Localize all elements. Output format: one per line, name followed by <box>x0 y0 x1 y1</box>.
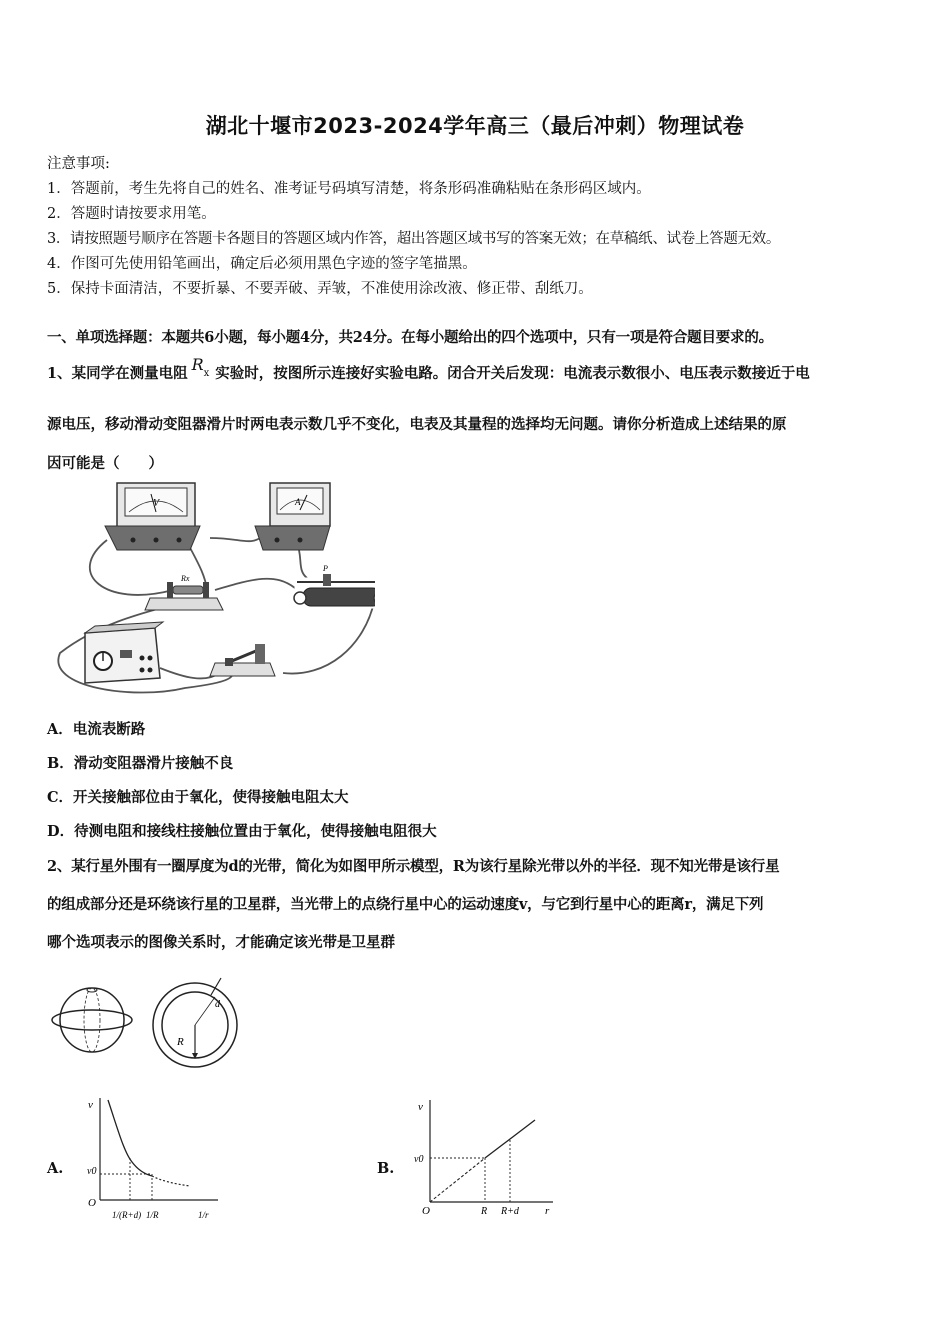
v0-label: v0 <box>414 1154 424 1165</box>
resistor-label: Rx <box>181 574 190 583</box>
q2-option-a-label: A. <box>47 1160 64 1177</box>
ammeter-label: A <box>295 497 301 507</box>
x-tick-label: R+d <box>501 1206 519 1217</box>
q1-line3: 因可能是（ ） <box>47 455 163 472</box>
q1-line1-pre: 1、某同学在测量电阻 <box>47 365 188 382</box>
voltmeter-label: V <box>153 498 160 509</box>
section-heading: 一、单项选择题：本题共6小题，每小题4分，共24分。在每小题给出的四个选项中，只有一项是符合题目要求的。 <box>47 329 773 346</box>
question-1-text <box>47 355 810 383</box>
q1-option-b: B．滑动变阻器滑片接触不良 <box>47 755 234 772</box>
graph-option-b <box>405 1092 560 1222</box>
graph-option-a <box>80 1090 230 1225</box>
notice-item: 4．作图可先使用铅笔画出，确定后必须用黑色字迹的签字笔描黑。 <box>47 256 477 272</box>
planet-figure <box>45 975 245 1070</box>
planet-3d <box>52 988 132 1052</box>
q1-option-c: C．开关接触部位由于氧化，使得接触电阻太大 <box>47 789 349 806</box>
resistor-symbol: R <box>191 355 204 374</box>
notice-heading: 注意事项: <box>47 156 110 172</box>
voltmeter <box>105 483 200 550</box>
origin-label: O <box>422 1205 430 1217</box>
planet-cross-section <box>153 978 237 1067</box>
circuit-figure <box>45 478 375 704</box>
origin-label: O <box>88 1197 96 1209</box>
notice-item: 5．保持卡面清洁，不要折暴、不要弄破、弄皱，不准使用涂改液、修正带、刮纸刀。 <box>47 281 593 297</box>
x-axis-label: r <box>545 1205 550 1217</box>
y-label: v <box>418 1101 423 1113</box>
wire <box>215 579 295 590</box>
q1-option-a: A．电流表断路 <box>47 721 146 738</box>
curve-solid <box>108 1100 152 1176</box>
q2-line1: 2、某行星外围有一圈厚度为d的光带，简化为如图甲所示模型，R为该行星除光带以外的半径．现不知光带是该行星 <box>47 858 780 875</box>
notice-item: 1．答题前，考生先将自己的姓名、准考证号码填写清楚，将条形码准确粘贴在条形码区域内。 <box>47 181 651 197</box>
x-tick-label: 1/(R+d) <box>112 1210 142 1220</box>
page-title: 湖北十堰市2023-2024学年高三（最后冲刺）物理试卷 <box>205 114 745 138</box>
q1-option-d: D．待测电阻和接线柱接触位置由于氧化，使得接触电阻很大 <box>47 823 437 840</box>
line-dashed <box>430 1158 485 1202</box>
q2-line2: 的组成部分还是环绕该行星的卫星群，当光带上的点绕行星中心的运动速度v，与它到行星中心的距离r，满足下列 <box>47 896 764 913</box>
x-tick-label: 1/R <box>146 1210 159 1220</box>
y-label: v <box>88 1099 93 1111</box>
power-supply <box>85 622 163 683</box>
q2-line3: 哪个选项表示的图像关系时，才能确定该光带是卫星群 <box>47 934 395 951</box>
ammeter <box>255 483 330 550</box>
radius-label: R <box>177 1036 184 1048</box>
wire <box>283 598 375 674</box>
resistor-subscript: x <box>203 368 210 379</box>
switch <box>210 644 275 676</box>
thickness-label: d <box>215 999 220 1010</box>
notice-item: 3．请按照题号顺序在答题卡各题目的答题区域内作答，超出答题区域书写的答案无效；在草稿纸、试卷上答题无效。 <box>47 231 781 247</box>
q1-line1-post: 实验时，按图所示连接好实验电路。闭合开关后发现：电流表示数很小、电压表示数接近于电 <box>215 365 810 382</box>
v0-label: v0 <box>87 1166 97 1177</box>
q2-option-b-label: B. <box>377 1160 395 1177</box>
rheostat <box>294 564 375 608</box>
x-tick-label: R <box>481 1206 488 1217</box>
notice-item: 2．答题时请按要求用笔。 <box>47 206 216 222</box>
curve-dashed <box>152 1176 190 1186</box>
q1-line2: 源电压，移动滑动变阻器滑片时两电表示数几乎不变化，电表及其量程的选择均无问题。请你分析造成上述结果的原 <box>47 416 787 433</box>
x-axis-label: 1/r <box>198 1210 209 1220</box>
slider-label: P <box>323 564 328 573</box>
resistor-rx <box>145 574 223 610</box>
